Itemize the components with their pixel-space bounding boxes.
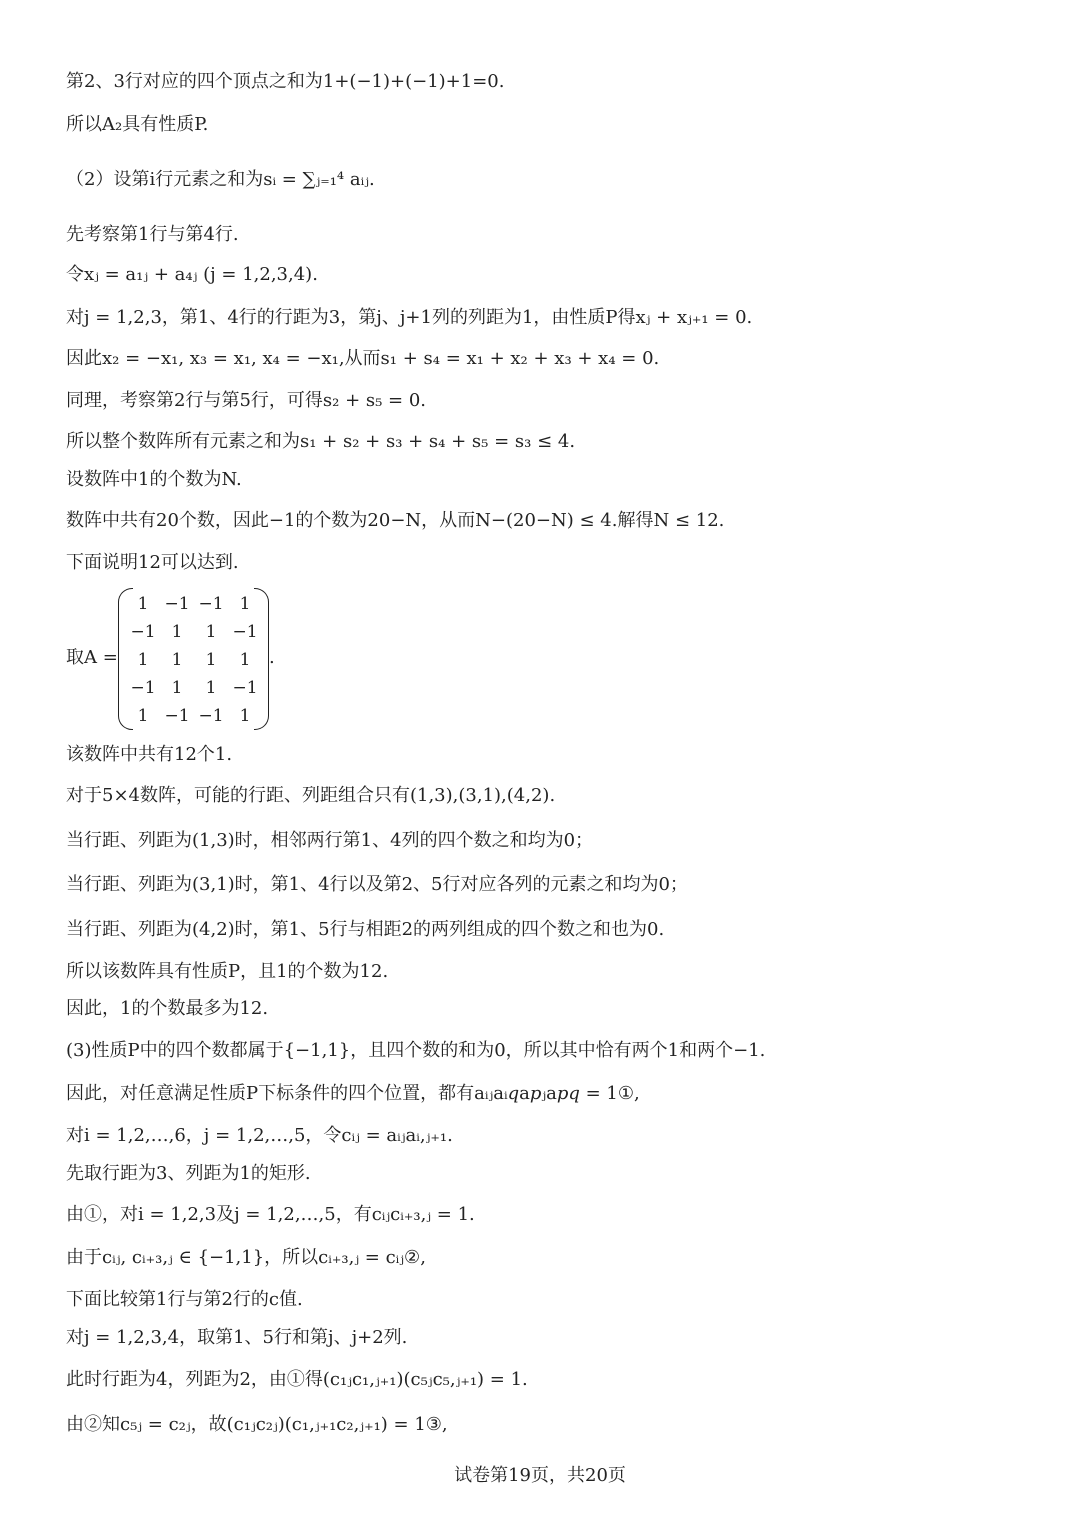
- text-line: 下面比较第1行与第2行的c值.: [66, 1289, 303, 1310]
- text-line: 由于cᵢⱼ, cᵢ₊₃,ⱼ ∈ {−1,1}，所以cᵢ₊₃,ⱼ = cᵢⱼ②,: [66, 1247, 426, 1268]
- matrix-cell: 1: [171, 678, 183, 698]
- text-line: 对j = 1,2,3，第1、4行的行距为3，第j、j+1列的列距为1，由性质P得xⱼ + xⱼ₊₁ = 0.: [66, 307, 753, 328]
- text-line: 先取行距为3、列距为1的矩形.: [66, 1163, 311, 1184]
- matrix-cell: −1: [164, 594, 190, 614]
- matrix-A: [66, 588, 366, 730]
- matrix-label: 取A =: [66, 647, 118, 668]
- matrix-cell: 1: [205, 650, 217, 670]
- matrix-cell: 1: [239, 594, 251, 614]
- text-line: 对i = 1,2,…,6，j = 1,2,…,5，令cᵢⱼ = aᵢⱼaᵢ,ⱼ₊₁.: [66, 1125, 453, 1146]
- text-line: 设数阵中1的个数为N.: [66, 469, 242, 490]
- matrix-cell: 1: [137, 650, 149, 670]
- matrix-cell: 1: [171, 622, 183, 642]
- text-line: 所以整个数阵所有元素之和为s₁ + s₂ + s₃ + s₄ + s₅ = s₃ ≤ 4.: [66, 431, 576, 452]
- text-line: (3)性质P中的四个数都属于{−1,1}，且四个数的和为0，所以其中恰有两个1和两个−1.: [66, 1040, 766, 1061]
- matrix-cell: −1: [198, 706, 224, 726]
- matrix-cell: −1: [232, 622, 258, 642]
- matrix-cell: −1: [130, 622, 156, 642]
- matrix-cell: −1: [232, 678, 258, 698]
- matrix-cell: 1: [205, 622, 217, 642]
- text-line: 因此，1的个数最多为12.: [66, 998, 269, 1019]
- text-line: 对j = 1,2,3,4，取第1、5行和第j、j+2列.: [66, 1327, 408, 1348]
- text-line: 对于5×4数阵，可能的行距、列距组合只有(1,3),(3,1),(4,2).: [66, 785, 556, 806]
- matrix-cell: −1: [130, 678, 156, 698]
- text-line: 所以该数阵具有性质P，且1的个数为12.: [66, 961, 389, 982]
- matrix-cell: 1: [205, 678, 217, 698]
- text-line: 此时行距为4，列距为2，由①得(c₁ⱼc₁,ⱼ₊₁)(c₅ⱼc₅,ⱼ₊₁) = 1.: [66, 1369, 528, 1390]
- text-line: 当行距、列距为(4,2)时，第1、5行与相距2的两列组成的四个数之和也为0.: [66, 919, 665, 940]
- matrix-cell: −1: [198, 594, 224, 614]
- text-line: 因此，对任意满足性质P下标条件的四个位置，都有aᵢⱼaᵢ𝑞a𝑝ⱼa𝑝𝑞 = 1①,: [66, 1083, 640, 1104]
- text-line: 先考察第1行与第4行.: [66, 224, 239, 245]
- right-paren: [254, 588, 269, 730]
- text-line: 当行距、列距为(1,3)时，相邻两行第1、4列的四个数之和均为0；: [66, 830, 594, 851]
- text-line: 因此x₂ = −x₁, x₃ = x₁, x₄ = −x₁,从而s₁ + s₄ = x₁ + x₂ + x₃ + x₄ = 0.: [66, 348, 660, 369]
- text-line: 同理，考察第2行与第5行，可得s₂ + s₅ = 0.: [66, 390, 427, 411]
- matrix-cell: 1: [137, 594, 149, 614]
- text-line: 由②知c₅ⱼ = c₂ⱼ，故(c₁ⱼc₂ⱼ)(c₁,ⱼ₊₁c₂,ⱼ₊₁) = 1③,: [66, 1414, 448, 1435]
- matrix-cell: 1: [239, 650, 251, 670]
- text-line: 当行距、列距为(3,1)时，第1、4行以及第2、5行对应各列的元素之和均为0；: [66, 874, 688, 895]
- matrix-cell: 1: [239, 706, 251, 726]
- text-line: 该数阵中共有12个1.: [66, 744, 233, 765]
- text-line: 由①，对i = 1,2,3及j = 1,2,…,5，有cᵢⱼcᵢ₊₃,ⱼ = 1.: [66, 1204, 475, 1225]
- text-line: （2）设第i行元素之和为sᵢ = ∑ⱼ₌₁⁴ aᵢⱼ.: [66, 169, 375, 190]
- text-line: 令xⱼ = a₁ⱼ + a₄ⱼ (j = 1,2,3,4).: [66, 264, 318, 285]
- page-footer: 试卷第19页，共20页: [454, 1465, 626, 1486]
- text-line: 所以A₂具有性质P.: [66, 114, 209, 135]
- matrix-cell: −1: [164, 706, 190, 726]
- text-line: 数阵中共有20个数，因此−1的个数为20−N，从而N−(20−N) ≤ 4.解得N ≤ 12.: [66, 510, 725, 531]
- text-line: 第2、3行对应的四个顶点之和为1+(−1)+(−1)+1=0.: [66, 71, 505, 92]
- matrix-period: .: [269, 647, 275, 668]
- text-line: 下面说明12可以达到.: [66, 552, 239, 573]
- matrix-cell: 1: [137, 706, 149, 726]
- matrix-cell: 1: [171, 650, 183, 670]
- matrix-grid: [126, 590, 266, 730]
